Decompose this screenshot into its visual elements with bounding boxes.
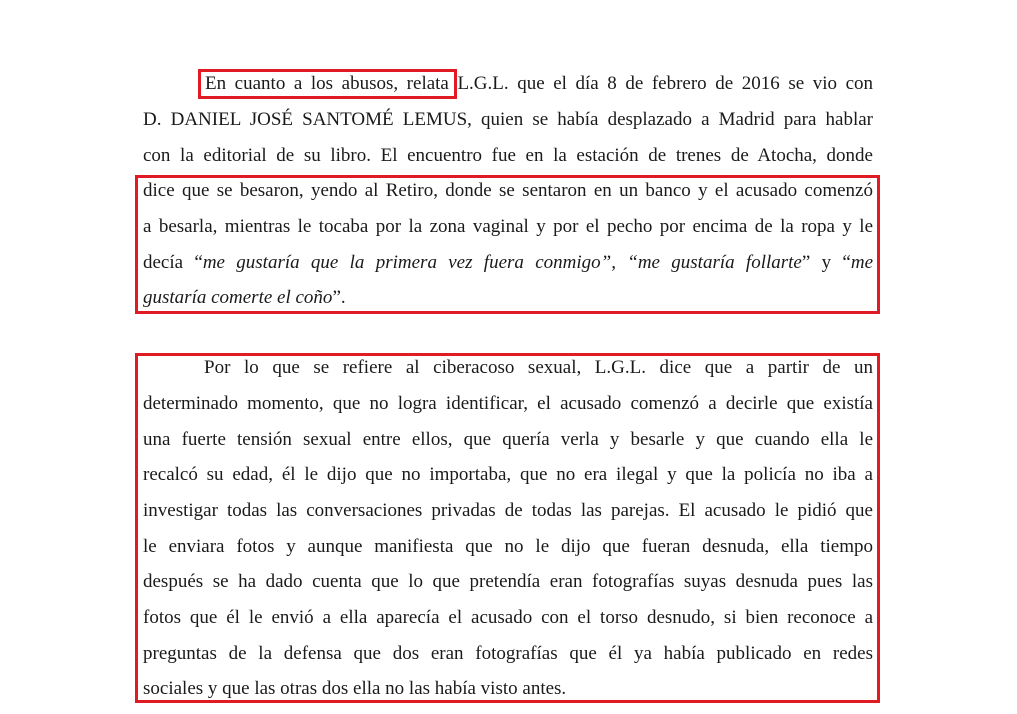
text-segment: ”.	[332, 287, 346, 308]
line-text: L.G.L. que el día 8 de febrero de 2016 se vio con	[448, 73, 874, 94]
text-segment: decía “	[143, 252, 203, 273]
paragraph-2-line-10: sociales y que las otras dos ella no las había visto antes.	[143, 678, 567, 699]
highlighted-phrase: En cuanto a los abusos, relata	[205, 73, 449, 94]
paragraph-2-line-9: preguntas de la defensa que dos eran fotografías que él ya había publicado en redes	[143, 643, 873, 664]
paragraph-2-line-2: determinado momento, que no logra identificar, el acusado comenzó a decirle que existía	[143, 393, 873, 414]
quoted-speech: me	[850, 252, 873, 273]
text-segment: ” y “	[801, 252, 851, 273]
paragraph-1-line-3: con la editorial de su libro. El encuentro fue en la estación de trenes de Atocha, donde	[143, 145, 873, 166]
paragraph-1-line-7	[143, 284, 873, 312]
quoted-speech: me gustaría que la primera vez fuera conmigo”, “me gustaría follarte	[202, 252, 802, 273]
paragraph-1-line-5: a besarla, mientras le tocaba por la zona vaginal y por el pecho por encima de la ropa y le	[143, 216, 873, 237]
paragraph-2-line-4: recalcó su edad, él le dijo que no importaba, que no era ilegal y que la policía no iba a	[143, 464, 873, 485]
paragraph-2-line-8: fotos que él le envió a ella aparecía el acusado con el torso desnudo, si bien reconoce a	[143, 607, 873, 628]
paragraph-2-line-7: después se ha dado cuenta que lo que pretendía eran fotografías suyas desnuda pues las	[143, 571, 873, 592]
paragraph-2-line-3: una fuerte tensión sexual entre ellos, que quería verla y besarle y que cuando ella le	[143, 429, 873, 450]
paragraph-2-line-5: investigar todas las conversaciones privadas de todas las parejas. El acusado le pidió que	[143, 500, 873, 521]
paragraph-1-line-2: D. DANIEL JOSÉ SANTOMÉ LEMUS, quien se había desplazado a Madrid para hablar	[143, 109, 873, 130]
paragraph-1-line-1	[205, 70, 873, 98]
paragraph-2-line-1: Por lo que se refiere al ciberacoso sexual, L.G.L. dice que a partir de un	[204, 357, 873, 378]
paragraph-1-line-4: dice que se besaron, yendo al Retiro, donde se sentaron en un banco y el acusado comenzó	[143, 180, 873, 201]
paragraph-1-line-6	[143, 249, 873, 277]
paragraph-2-line-6: le enviara fotos y aunque manifiesta que no le dijo que fueran desnuda, ella tiempo	[143, 536, 873, 557]
quoted-speech: gustaría comerte el coño	[143, 287, 333, 308]
